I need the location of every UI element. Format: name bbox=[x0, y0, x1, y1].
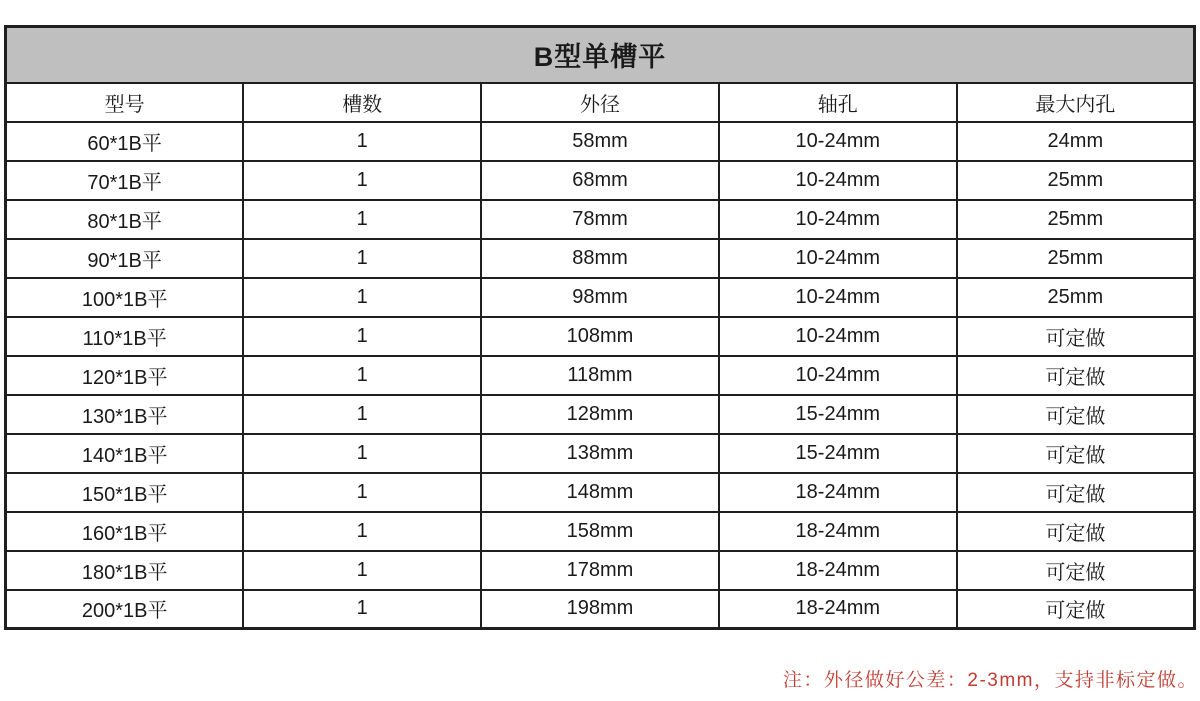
table-cell: 160*1B平 bbox=[6, 512, 244, 551]
table-cell: 18-24mm bbox=[719, 551, 957, 590]
table-cell: 可定做 bbox=[957, 356, 1195, 395]
table-cell: 10-24mm bbox=[719, 200, 957, 239]
table-cell: 10-24mm bbox=[719, 122, 957, 161]
table-row bbox=[6, 317, 1195, 356]
table-cell: 180*1B平 bbox=[6, 551, 244, 590]
table-cell: 1 bbox=[243, 239, 481, 278]
table-cell: 148mm bbox=[481, 473, 719, 512]
table-cell: 可定做 bbox=[957, 551, 1195, 590]
table-cell: 10-24mm bbox=[719, 356, 957, 395]
table-cell: 可定做 bbox=[957, 473, 1195, 512]
table-row bbox=[6, 590, 1195, 629]
table-cell: 24mm bbox=[957, 122, 1195, 161]
table-cell: 120*1B平 bbox=[6, 356, 244, 395]
table-cell: 25mm bbox=[957, 278, 1195, 317]
table-cell: 10-24mm bbox=[719, 161, 957, 200]
table-row bbox=[6, 239, 1195, 278]
table-cell: 58mm bbox=[481, 122, 719, 161]
table-cell: 150*1B平 bbox=[6, 473, 244, 512]
table-cell: 110*1B平 bbox=[6, 317, 244, 356]
table-cell: 118mm bbox=[481, 356, 719, 395]
table-cell: 1 bbox=[243, 122, 481, 161]
table-cell: 25mm bbox=[957, 239, 1195, 278]
table-cell: 158mm bbox=[481, 512, 719, 551]
table-cell: 60*1B平 bbox=[6, 122, 244, 161]
column-header: 轴孔 bbox=[719, 83, 957, 122]
table-cell: 1 bbox=[243, 200, 481, 239]
table-row bbox=[6, 356, 1195, 395]
table-cell: 198mm bbox=[481, 590, 719, 629]
table-row bbox=[6, 512, 1195, 551]
table-cell: 可定做 bbox=[957, 590, 1195, 629]
column-header: 最大内孔 bbox=[957, 83, 1195, 122]
table-cell: 25mm bbox=[957, 161, 1195, 200]
table-cell: 108mm bbox=[481, 317, 719, 356]
table-row bbox=[6, 395, 1195, 434]
table-row bbox=[6, 551, 1195, 590]
table-cell: 1 bbox=[243, 551, 481, 590]
table-title: B型单槽平 bbox=[6, 27, 1195, 83]
table-cell: 15-24mm bbox=[719, 395, 957, 434]
table-row bbox=[6, 278, 1195, 317]
table-cell: 88mm bbox=[481, 239, 719, 278]
table-cell: 200*1B平 bbox=[6, 590, 244, 629]
table-cell: 10-24mm bbox=[719, 317, 957, 356]
table-cell: 78mm bbox=[481, 200, 719, 239]
header-row bbox=[6, 83, 1195, 122]
table-cell: 1 bbox=[243, 356, 481, 395]
table-cell: 100*1B平 bbox=[6, 278, 244, 317]
table-cell: 1 bbox=[243, 161, 481, 200]
table-cell: 130*1B平 bbox=[6, 395, 244, 434]
table-cell: 70*1B平 bbox=[6, 161, 244, 200]
table-cell: 1 bbox=[243, 278, 481, 317]
table-cell: 68mm bbox=[481, 161, 719, 200]
table-body bbox=[6, 122, 1195, 629]
tolerance-note: 注：外径做好公差：2-3mm，支持非标定做。 bbox=[782, 670, 1198, 691]
table-cell: 178mm bbox=[481, 551, 719, 590]
table-cell: 1 bbox=[243, 434, 481, 473]
table-cell: 128mm bbox=[481, 395, 719, 434]
table-cell: 25mm bbox=[957, 200, 1195, 239]
table-cell: 1 bbox=[243, 473, 481, 512]
table-cell: 98mm bbox=[481, 278, 719, 317]
table-cell: 18-24mm bbox=[719, 512, 957, 551]
table-cell: 90*1B平 bbox=[6, 239, 244, 278]
table-cell: 1 bbox=[243, 395, 481, 434]
table-cell: 可定做 bbox=[957, 317, 1195, 356]
table-row bbox=[6, 122, 1195, 161]
table-row bbox=[6, 161, 1195, 200]
column-header: 外径 bbox=[481, 83, 719, 122]
table-row bbox=[6, 434, 1195, 473]
table-cell: 18-24mm bbox=[719, 473, 957, 512]
table-cell: 1 bbox=[243, 512, 481, 551]
table-cell: 138mm bbox=[481, 434, 719, 473]
table-cell: 15-24mm bbox=[719, 434, 957, 473]
table-cell: 10-24mm bbox=[719, 239, 957, 278]
table-cell: 可定做 bbox=[957, 434, 1195, 473]
title-row bbox=[6, 27, 1195, 83]
table-row bbox=[6, 473, 1195, 512]
table-row bbox=[6, 200, 1195, 239]
table-cell: 可定做 bbox=[957, 395, 1195, 434]
table-cell: 80*1B平 bbox=[6, 200, 244, 239]
table-cell: 1 bbox=[243, 317, 481, 356]
table-cell: 可定做 bbox=[957, 512, 1195, 551]
table-cell: 10-24mm bbox=[719, 278, 957, 317]
table-cell: 18-24mm bbox=[719, 590, 957, 629]
column-header: 槽数 bbox=[243, 83, 481, 122]
column-header: 型号 bbox=[6, 83, 244, 122]
spec-table bbox=[4, 25, 1196, 630]
table-cell: 140*1B平 bbox=[6, 434, 244, 473]
table-cell: 1 bbox=[243, 590, 481, 629]
